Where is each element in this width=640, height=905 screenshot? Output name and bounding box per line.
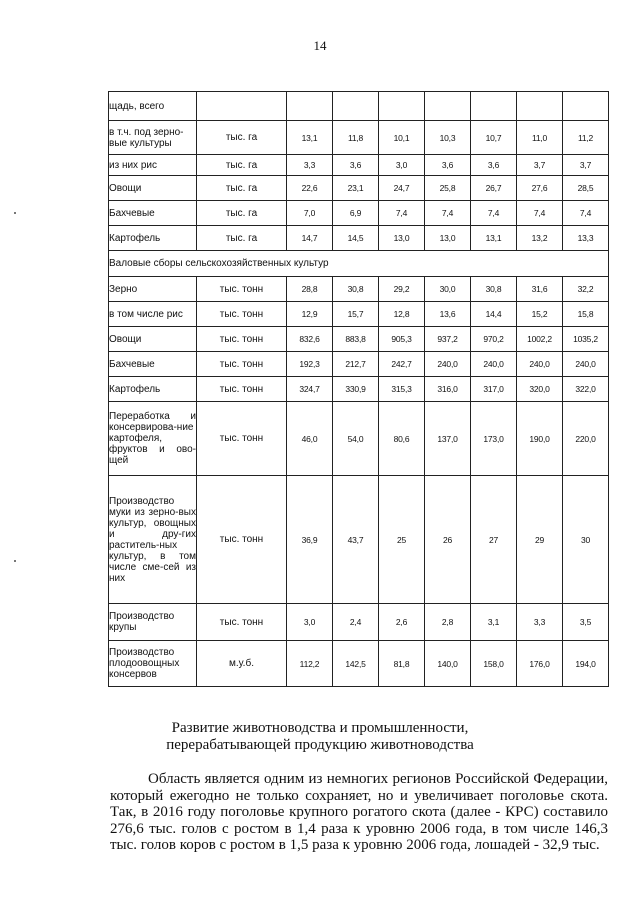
- value-cell: 240,0: [517, 352, 563, 377]
- value-cell: 158,0: [471, 641, 517, 687]
- value-cell: 10,3: [425, 121, 471, 155]
- table-row: [109, 302, 609, 327]
- value-cell: 28,8: [287, 277, 333, 302]
- value-cell: 212,7: [333, 352, 379, 377]
- value-cell: 220,0: [563, 402, 609, 476]
- row-label: Зерно: [109, 277, 197, 302]
- value-cell: 31,6: [517, 277, 563, 302]
- value-cell: 3,1: [471, 604, 517, 641]
- row-unit: тыс. га: [197, 176, 287, 201]
- value-cell: 15,2: [517, 302, 563, 327]
- value-cell: 3,0: [379, 155, 425, 176]
- value-cell: 322,0: [563, 377, 609, 402]
- value-cell: 10,7: [471, 121, 517, 155]
- value-cell: 7,4: [563, 201, 609, 226]
- value-cell: 1002,2: [517, 327, 563, 352]
- value-cell: [287, 92, 333, 121]
- value-cell: 28,5: [563, 176, 609, 201]
- value-cell: 13,2: [517, 226, 563, 251]
- scan-dot: [14, 560, 16, 562]
- value-cell: 190,0: [517, 402, 563, 476]
- table-body-harvest: [109, 251, 609, 687]
- value-cell: 24,7: [379, 176, 425, 201]
- table-row: [109, 352, 609, 377]
- value-cell: 15,7: [333, 302, 379, 327]
- value-cell: 14,7: [287, 226, 333, 251]
- value-cell: 13,0: [425, 226, 471, 251]
- value-cell: 29: [517, 476, 563, 604]
- row-label: Бахчевые: [109, 201, 197, 226]
- value-cell: 6,9: [333, 201, 379, 226]
- value-cell: 2,8: [425, 604, 471, 641]
- value-cell: 30,0: [425, 277, 471, 302]
- table-row: [109, 377, 609, 402]
- row-label: Картофель: [109, 377, 197, 402]
- value-cell: 3,7: [517, 155, 563, 176]
- value-cell: 330,9: [333, 377, 379, 402]
- value-cell: 36,9: [287, 476, 333, 604]
- value-cell: 30,8: [471, 277, 517, 302]
- value-cell: 240,0: [563, 352, 609, 377]
- value-cell: [563, 92, 609, 121]
- value-cell: 11,8: [333, 121, 379, 155]
- value-cell: 7,4: [517, 201, 563, 226]
- value-cell: 192,3: [287, 352, 333, 377]
- value-cell: 43,7: [333, 476, 379, 604]
- row-unit: тыс. тонн: [197, 277, 287, 302]
- value-cell: 905,3: [379, 327, 425, 352]
- value-cell: 29,2: [379, 277, 425, 302]
- value-cell: 14,4: [471, 302, 517, 327]
- value-cell: 140,0: [425, 641, 471, 687]
- row-unit: тыс. тонн: [197, 352, 287, 377]
- value-cell: 30,8: [333, 277, 379, 302]
- section-row: [109, 251, 609, 277]
- value-cell: 3,6: [471, 155, 517, 176]
- value-cell: 317,0: [471, 377, 517, 402]
- value-cell: 12,9: [287, 302, 333, 327]
- body-paragraph: Область является одним из немногих регионов Российской Федерации, который ежегодно не только сохраняет, но и увеличивает поголовье скота. Так, в 2016 году поголовье крупного рогатого скота (далее - КРС) составило 276,6 тыс. голов с ростом в 1,4 раза к уровню 2006 года, в том числе 146,3 тыс. голов коров с ростом в 1,5 раза к уровню 2006 года, лошадей - 32,9 тыс.: [110, 771, 608, 854]
- value-cell: [471, 92, 517, 121]
- value-cell: 112,2: [287, 641, 333, 687]
- value-cell: 27,6: [517, 176, 563, 201]
- value-cell: 13,3: [563, 226, 609, 251]
- row-unit: [197, 92, 287, 121]
- value-cell: 13,1: [471, 226, 517, 251]
- table-row: [109, 155, 609, 176]
- row-unit: тыс. тонн: [197, 302, 287, 327]
- table-row: [109, 327, 609, 352]
- row-label: в т.ч. под зерно-вые культуры: [109, 121, 197, 155]
- value-cell: 320,0: [517, 377, 563, 402]
- row-unit: тыс. га: [197, 121, 287, 155]
- value-cell: 1035,2: [563, 327, 609, 352]
- row-unit: тыс. тонн: [197, 402, 287, 476]
- value-cell: 22,6: [287, 176, 333, 201]
- row-unit: тыс. га: [197, 155, 287, 176]
- row-label: Овощи: [109, 176, 197, 201]
- row-label: Производство муки из зерно-вых культур, овощных и дру-гих раститель-ных культур, в том числе сме-сей из них: [109, 476, 197, 604]
- table-row: [109, 121, 609, 155]
- value-cell: 324,7: [287, 377, 333, 402]
- row-label: щадь, всего: [109, 92, 197, 121]
- value-cell: 3,6: [425, 155, 471, 176]
- value-cell: 242,7: [379, 352, 425, 377]
- value-cell: 970,2: [471, 327, 517, 352]
- value-cell: 11,2: [563, 121, 609, 155]
- value-cell: 13,1: [287, 121, 333, 155]
- value-cell: 10,1: [379, 121, 425, 155]
- scan-dot: [14, 212, 16, 214]
- value-cell: 11,0: [517, 121, 563, 155]
- value-cell: 240,0: [425, 352, 471, 377]
- value-cell: 13,6: [425, 302, 471, 327]
- value-cell: [517, 92, 563, 121]
- value-cell: 2,6: [379, 604, 425, 641]
- value-cell: 3,3: [517, 604, 563, 641]
- value-cell: 13,0: [379, 226, 425, 251]
- value-cell: 15,8: [563, 302, 609, 327]
- value-cell: 7,4: [425, 201, 471, 226]
- section-heading: [0, 720, 640, 754]
- value-cell: 46,0: [287, 402, 333, 476]
- table-row: [109, 92, 609, 121]
- value-cell: 142,5: [333, 641, 379, 687]
- heading-line-2: перерабатывающей продукцию животноводства: [166, 737, 474, 753]
- value-cell: 3,5: [563, 604, 609, 641]
- value-cell: 832,6: [287, 327, 333, 352]
- value-cell: 25,8: [425, 176, 471, 201]
- value-cell: 316,0: [425, 377, 471, 402]
- value-cell: 54,0: [333, 402, 379, 476]
- value-cell: 30: [563, 476, 609, 604]
- value-cell: 14,5: [333, 226, 379, 251]
- value-cell: 12,8: [379, 302, 425, 327]
- value-cell: 137,0: [425, 402, 471, 476]
- table-row: [109, 176, 609, 201]
- value-cell: 315,3: [379, 377, 425, 402]
- table-row: [109, 604, 609, 641]
- value-cell: 3,7: [563, 155, 609, 176]
- value-cell: 194,0: [563, 641, 609, 687]
- table-row: [109, 402, 609, 476]
- section-title: Валовые сборы сельскохозяйственных культур: [109, 251, 609, 277]
- value-cell: [379, 92, 425, 121]
- value-cell: 32,2: [563, 277, 609, 302]
- value-cell: 81,8: [379, 641, 425, 687]
- row-label: в том числе рис: [109, 302, 197, 327]
- row-unit: м.у.б.: [197, 641, 287, 687]
- value-cell: 26,7: [471, 176, 517, 201]
- value-cell: 173,0: [471, 402, 517, 476]
- value-cell: 3,3: [287, 155, 333, 176]
- table-row: [109, 226, 609, 251]
- value-cell: 27: [471, 476, 517, 604]
- table-row: [109, 641, 609, 687]
- row-unit: тыс. тонн: [197, 604, 287, 641]
- table-row: [109, 277, 609, 302]
- value-cell: 7,4: [471, 201, 517, 226]
- row-label: Производство крупы: [109, 604, 197, 641]
- row-label: Переработка и консервирова-ние картофеля, фруктов и ово-щей: [109, 402, 197, 476]
- value-cell: 240,0: [471, 352, 517, 377]
- statistics-table: [108, 91, 609, 687]
- value-cell: 25: [379, 476, 425, 604]
- value-cell: 7,0: [287, 201, 333, 226]
- value-cell: 26: [425, 476, 471, 604]
- table-row: [109, 476, 609, 604]
- value-cell: [333, 92, 379, 121]
- row-label: Бахчевые: [109, 352, 197, 377]
- row-label: Картофель: [109, 226, 197, 251]
- page-number: 14: [313, 38, 327, 53]
- row-label: Овощи: [109, 327, 197, 352]
- value-cell: 937,2: [425, 327, 471, 352]
- value-cell: [425, 92, 471, 121]
- row-unit: тыс. тонн: [197, 377, 287, 402]
- value-cell: 883,8: [333, 327, 379, 352]
- row-unit: тыс. тонн: [197, 327, 287, 352]
- row-label: Производство плодоовощных консервов: [109, 641, 197, 687]
- value-cell: 23,1: [333, 176, 379, 201]
- value-cell: 3,6: [333, 155, 379, 176]
- row-unit: тыс. га: [197, 201, 287, 226]
- table-body-areas: [109, 92, 609, 251]
- row-unit: тыс. га: [197, 226, 287, 251]
- row-unit: тыс. тонн: [197, 476, 287, 604]
- value-cell: 80,6: [379, 402, 425, 476]
- value-cell: 2,4: [333, 604, 379, 641]
- table-row: [109, 201, 609, 226]
- value-cell: 3,0: [287, 604, 333, 641]
- value-cell: 176,0: [517, 641, 563, 687]
- row-label: из них рис: [109, 155, 197, 176]
- value-cell: 7,4: [379, 201, 425, 226]
- heading-line-1: Развитие животноводства и промышленности,: [171, 720, 469, 736]
